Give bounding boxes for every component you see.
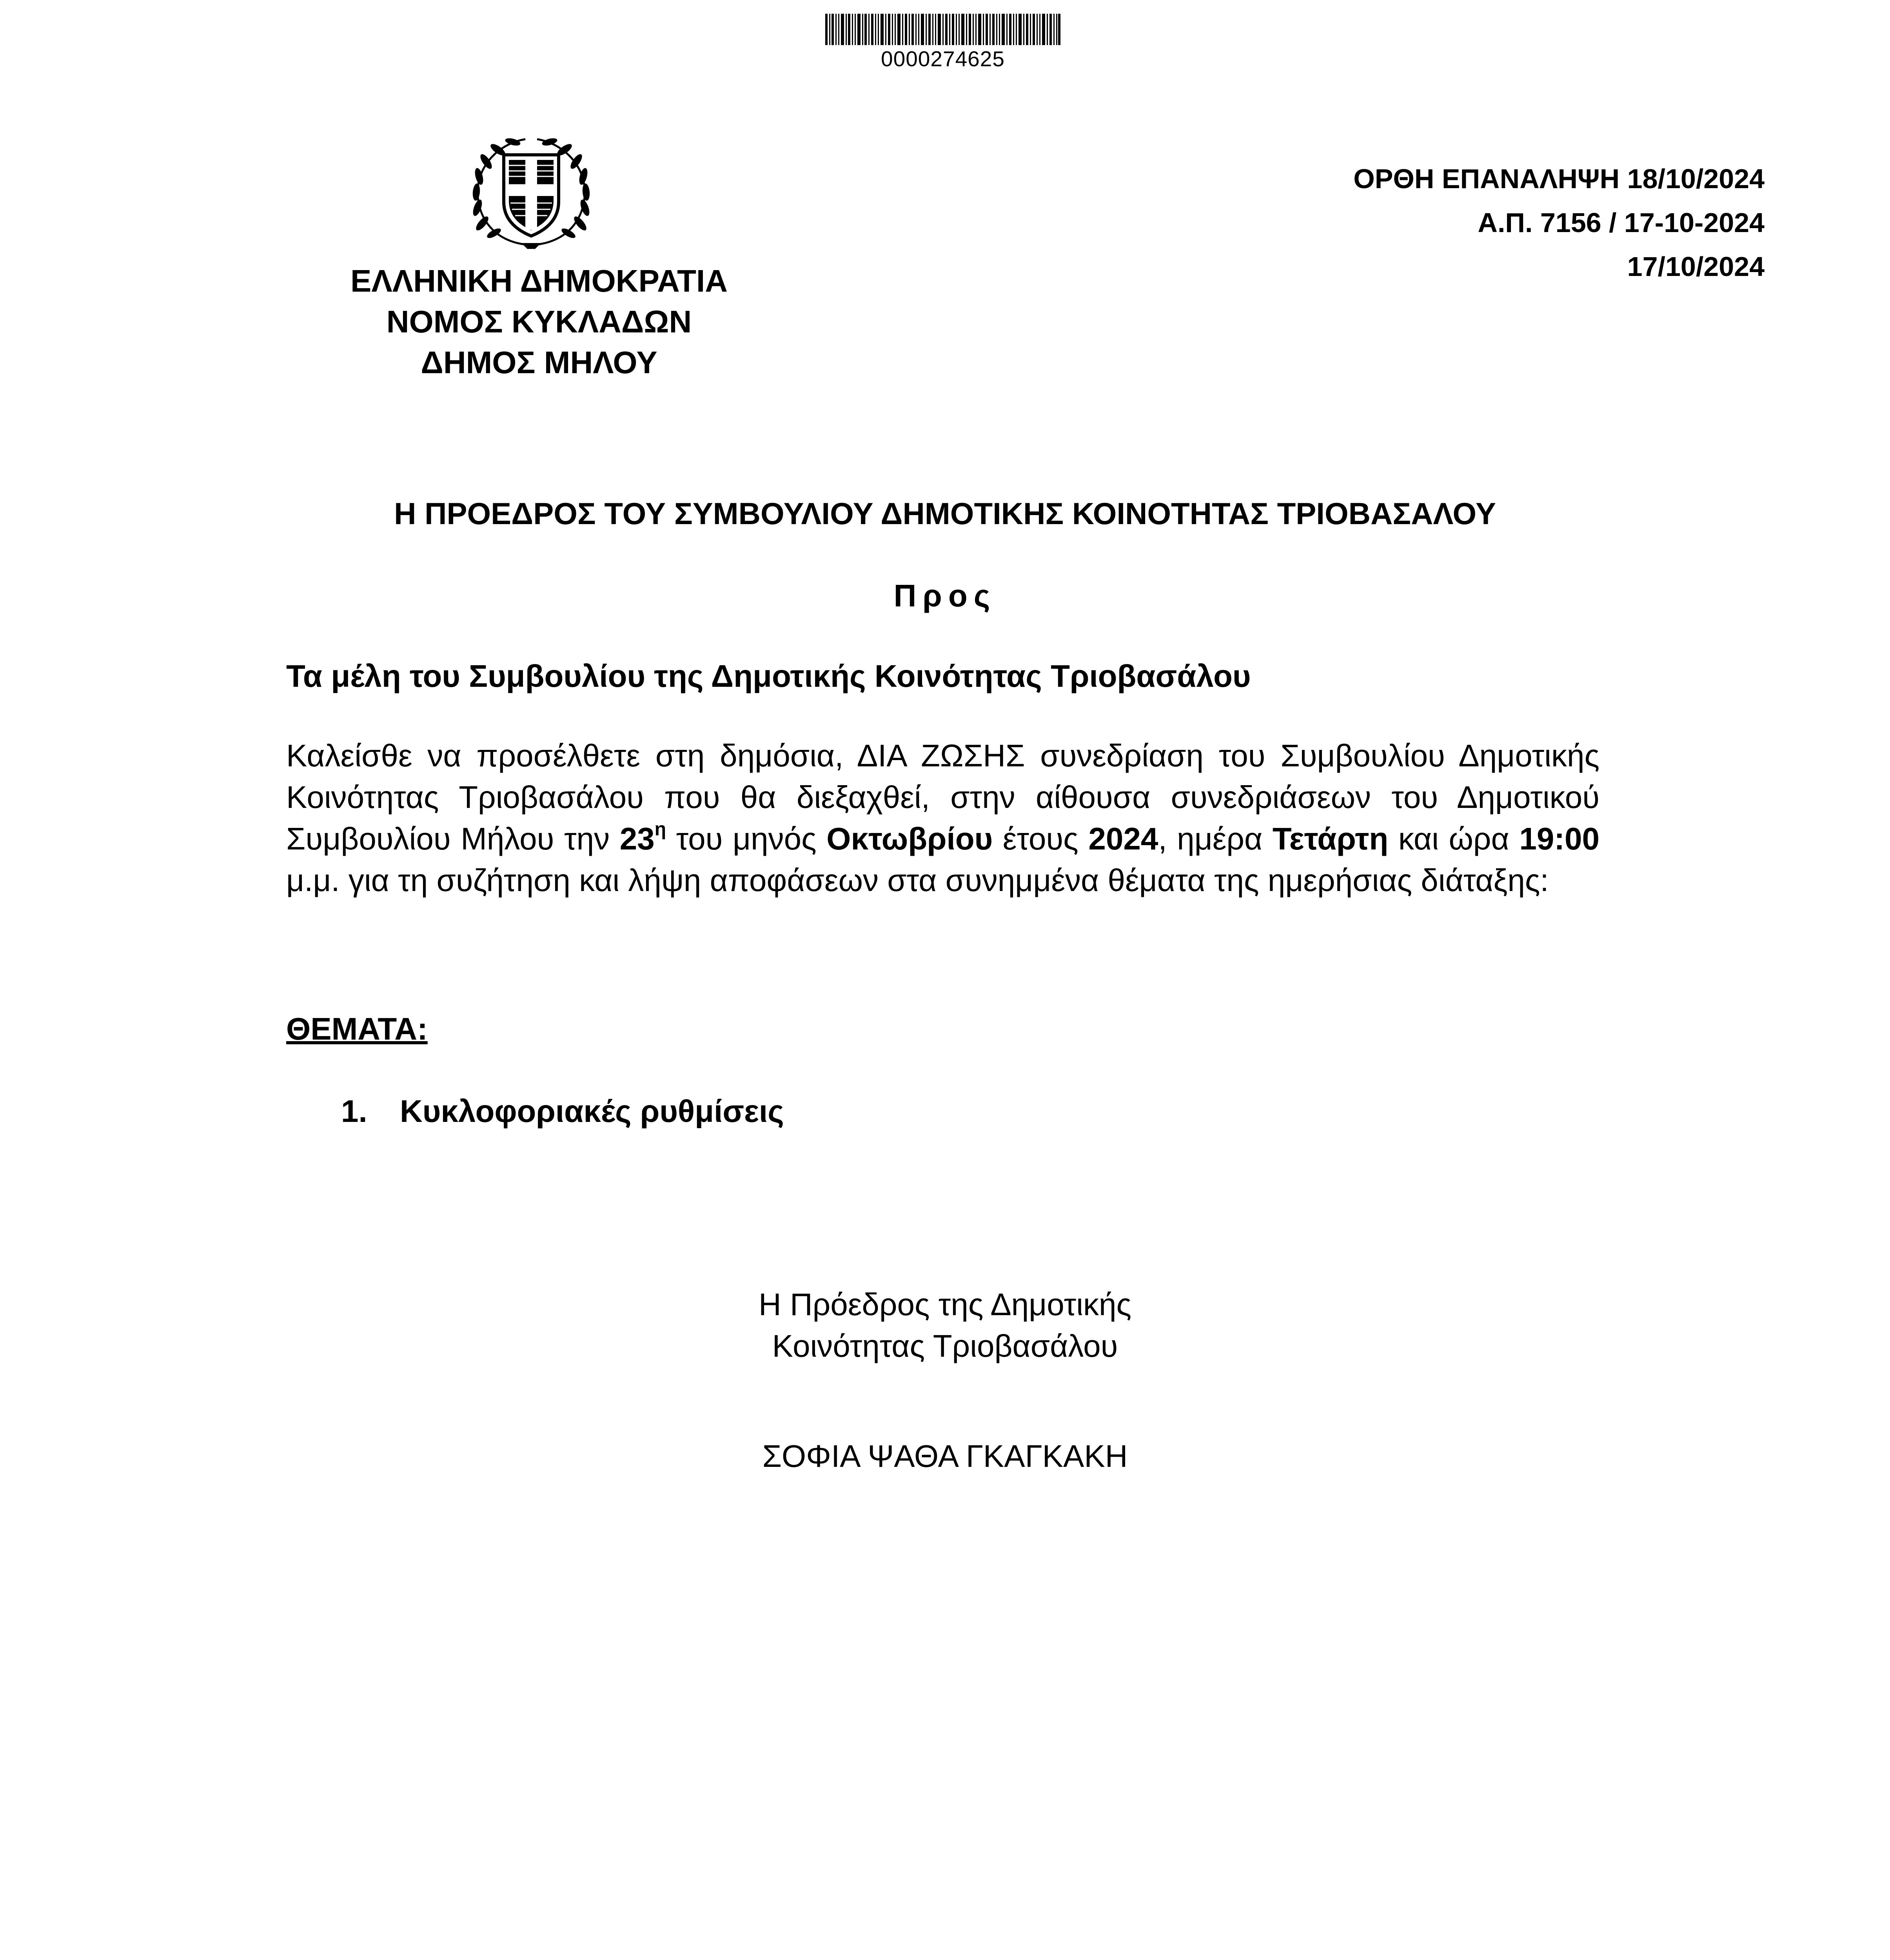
meeting-time: 19:00 [1519, 821, 1600, 856]
barcode-icon [825, 14, 1060, 45]
body-text-part: μ.μ. για τη συζήτηση και λήψη αποφάσεων στα συνημμένα θέματα της ημερήσιας διάταξης: [286, 863, 1549, 898]
signer-role-line1: Η Πρόεδρος της Δημοτικής [758, 1287, 1131, 1322]
meeting-year: 2024 [1088, 821, 1158, 856]
topic-text: Κυκλοφοριακές ρυθμίσεις [400, 1094, 784, 1129]
document-date: 17/10/2024 [1627, 251, 1765, 282]
list-item [341, 1092, 784, 1131]
invitation-paragraph [286, 735, 1600, 901]
signature-block [0, 1284, 1890, 1477]
document-reference [1137, 157, 1765, 289]
correction-notice: ΟΡΘΗ ΕΠΑΝΑΛΗΨΗ 18/10/2024 [1353, 163, 1765, 194]
topics-list [341, 1092, 784, 1131]
recipients-line: Τα μέλη του Συμβουλίου της Δημοτικής Κοινότητας Τριοβασάλου [286, 659, 1251, 693]
signer-role-line2: Κοινότητας Τριοβασάλου [772, 1328, 1118, 1363]
topics-heading: ΘΕΜΑΤΑ: [286, 1011, 428, 1046]
authority-prefecture: ΝΟΜΟΣ ΚΥΚΛΑΔΩΝ [386, 304, 692, 339]
hellenic-republic-coat-of-arms-icon [467, 133, 596, 251]
body-text-part: , ημέρα [1158, 821, 1273, 856]
topic-number: 1. [341, 1094, 367, 1129]
body-text-part: έτους [993, 821, 1089, 856]
body-text-part: Καλείσθε να προσέλθετε στη δημόσια, ΔΙΑ ΖΩΣΗΣ συνεδρίαση του Συμβουλίου Δημοτικής Κοινότητας Τριοβασάλου που θα διεξαχθεί, στην αίθουσα συνεδριάσεων του Δημοτικού Συμβουλίου Μήλου την [286, 738, 1600, 856]
body-text-part: του μηνός [666, 821, 827, 856]
signer-name: ΣΟΦΙΑ ΨΑΘΑ ΓΚΑΓΚΑΚΗ [762, 1439, 1128, 1474]
issuing-authority [314, 261, 764, 383]
document-title: Η ΠΡΟΕΔΡΟΣ ΤΟΥ ΣΥΜΒΟΥΛΙΟΥ ΔΗΜΟΤΙΚΗΣ ΚΟΙΝΟΤΗΤΑΣ ΤΡΙΟΒΑΣΑΛΟΥ [394, 496, 1496, 531]
meeting-day-suffix: η [654, 819, 666, 840]
meeting-weekday: Τετάρτη [1272, 821, 1389, 856]
to-label: Προς [893, 578, 997, 613]
meeting-day: 23 [619, 821, 655, 856]
authority-municipality: ΔΗΜΟΣ ΜΗΛΟΥ [421, 345, 657, 380]
body-text-part: και ώρα [1388, 821, 1520, 856]
protocol-number: Α.Π. 7156 / 17-10-2024 [1478, 207, 1765, 238]
barcode-number: 0000274625 [881, 47, 1005, 71]
meeting-month: Οκτωβρίου [826, 821, 993, 856]
barcode-block [825, 14, 1060, 71]
authority-country: ΕΛΛΗΝΙΚΗ ΔΗΜΟΚΡΑΤΙΑ [350, 263, 728, 298]
